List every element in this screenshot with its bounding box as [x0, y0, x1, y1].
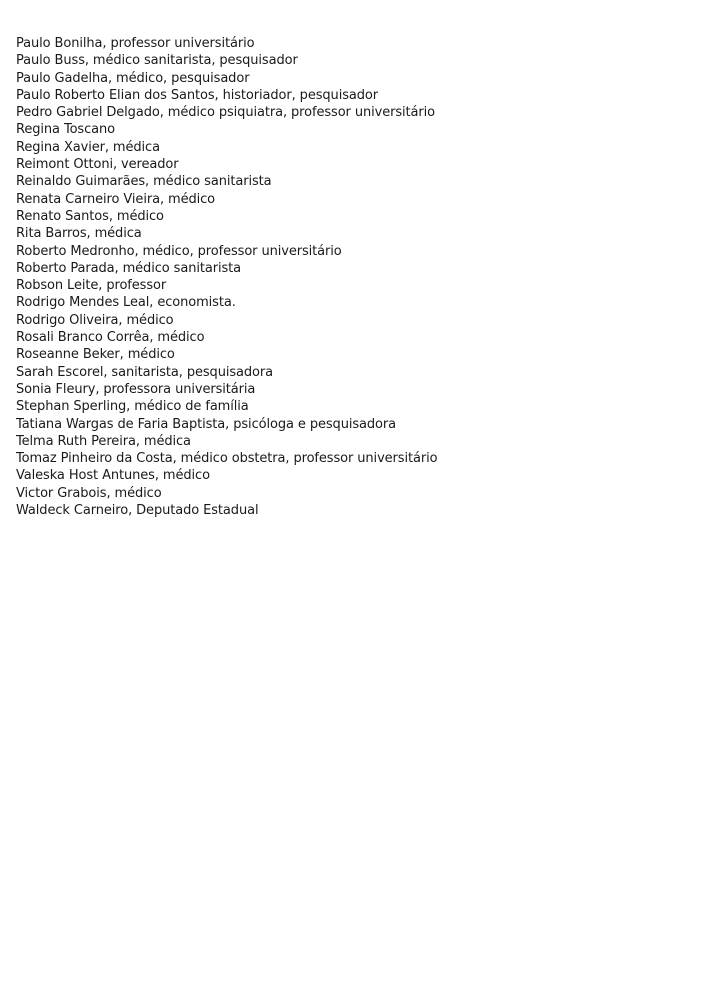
signatory-item: Rodrigo Mendes Leal, economista. — [16, 295, 236, 311]
signatory-item: Pedro Gabriel Delgado, médico psiquiatra, professor universitário — [16, 105, 436, 121]
signatory-item: Roberto Medronho, médico, professor universitário — [16, 243, 342, 259]
signatory-item: Paulo Roberto Elian dos Santos, historiador, pesquisador — [16, 87, 378, 103]
signatory-item: Renato Santos, médico — [16, 208, 164, 224]
signatory-item: Victor Grabois, médico — [16, 485, 162, 501]
signatory-item: Regina Xavier, médica — [16, 139, 160, 155]
signatory-item: Paulo Gadelha, médico, pesquisador — [16, 70, 250, 86]
signatory-item: Tomaz Pinheiro da Costa, médico obstetra, professor universitário — [16, 451, 438, 467]
signatory-item: Waldeck Carneiro, Deputado Estadual — [16, 503, 259, 519]
signatory-item: Roberto Parada, médico sanitarista — [16, 260, 242, 276]
signatory-item: Regina Toscano — [16, 122, 116, 138]
signatory-item: Valeska Host Antunes, médico — [16, 468, 210, 484]
signatory-item: Rita Barros, médica — [16, 226, 142, 242]
signatory-item: Stephan Sperling, médico de família — [16, 399, 249, 415]
signatory-item: Renata Carneiro Vieira, médico — [16, 191, 216, 207]
signatory-item: Robson Leite, professor — [16, 278, 167, 294]
signatory-item: Paulo Bonilha, professor universitário — [16, 36, 255, 51]
signatory-item: Reinaldo Guimarães, médico sanitarista — [16, 174, 272, 190]
signatory-item: Telma Ruth Pereira, médica — [16, 433, 191, 449]
signatory-item: Sarah Escorel, sanitarista, pesquisadora — [16, 364, 274, 380]
signatory-item: Rodrigo Oliveira, médico — [16, 312, 174, 328]
signatory-item: Tatiana Wargas de Faria Baptista, psicóloga e pesquisadora — [16, 416, 396, 432]
signatory-item: Roseanne Beker, médico — [16, 347, 175, 363]
signatory-item: Paulo Buss, médico sanitarista, pesquisador — [16, 53, 298, 69]
signatory-item: Reimont Ottoni, vereador — [16, 157, 179, 173]
signatory-item: Rosali Branco Corrêa, médico — [16, 330, 205, 346]
signatory-item: Sonia Fleury, professora universitária — [16, 381, 256, 397]
signatory-list — [16, 35, 686, 519]
